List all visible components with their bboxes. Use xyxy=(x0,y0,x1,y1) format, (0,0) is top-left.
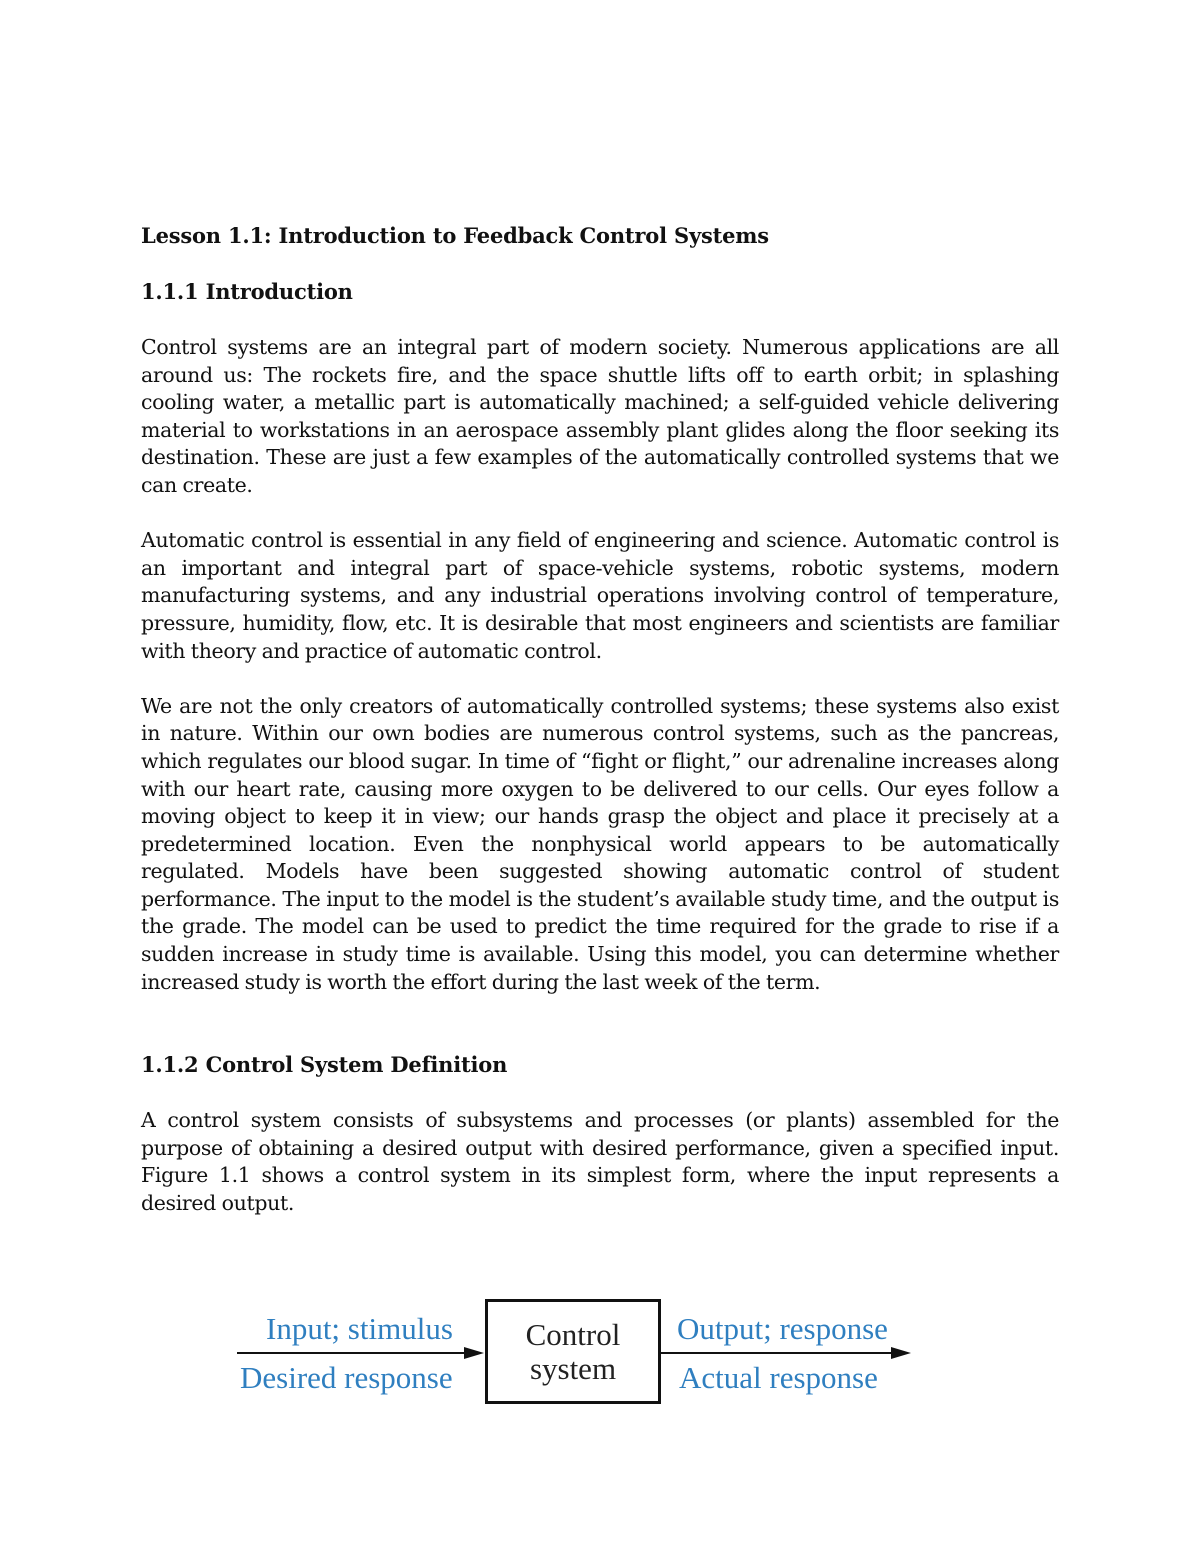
output-arrow-line xyxy=(661,1352,893,1354)
definition-paragraph-1: A control system consists of subsystems and processes (or plants) assembled for the purpose of obtaining a desired output with desired performance, given a specified input. Figure 1.1 shows a control system in its simplest form, where the input represents a desired output. xyxy=(141,1108,1059,1216)
section-heading-definition: 1.1.2 Control System Definition xyxy=(141,1052,508,1078)
control-system-block xyxy=(485,1299,661,1404)
figure-input-stimulus-label: Input; stimulus xyxy=(266,1311,453,1346)
intro-paragraph-1: Control systems are an integral part of modern society. Numerous applications are all around us: The rockets fire, and the space shuttle lifts off to earth orbit; in splashing cooling water, a metallic part is automatically machined; a self-guided vehicle delivering material to workstations in an aerospace assembly plant glides along the floor seeking its destination. These are just a few examples of the automatically controlled systems that we can create. xyxy=(141,335,1059,497)
input-arrow-line xyxy=(237,1352,465,1354)
output-arrow-head-icon xyxy=(891,1347,911,1359)
intro-paragraph-2: Automatic control is essential in any field of engineering and science. Automatic control is an important and integral part of space-vehicle systems, robotic systems, modern manufacturing systems, and any industrial operations involving control of temperature, pressure, humidity, flow, etc. It is desirable that most engineers and scientists are familiar with theory and practice of automatic control. xyxy=(141,528,1059,663)
figure-desired-response-label: Desired response xyxy=(240,1360,453,1395)
control-system-block-line2: system xyxy=(529,1350,617,1386)
intro-paragraph-3: We are not the only creators of automatically controlled systems; these systems also exist in nature. Within our own bodies are numerous control systems, such as the pancreas, which regulates our blood sugar. In time of “fight or flight,” our adrenaline increases along with our heart rate, causing more oxygen to be delivered to our cells. Our eyes follow a moving object to keep it in view; our hands grasp the object and place it precisely at a predetermined location. Even the nonphysical world appears to be automatically regulated. Models have been suggested showing automatic control of student performance. The input to the model is the student’s available study time, and the output is the grade. The model can be used to predict the time required for the grade to rise if a sudden increase in study time is available. Using this model, you can determine whether increased study is worth the effort during the last week of the term. xyxy=(141,693,1059,994)
figure-output-response-label: Output; response xyxy=(677,1311,888,1346)
control-system-block-line1: Control xyxy=(525,1316,621,1352)
figure-actual-response-label: Actual response xyxy=(679,1360,878,1395)
input-arrow-head-icon xyxy=(464,1347,484,1359)
lesson-title: Lesson 1.1: Introduction to Feedback Control Systems xyxy=(141,223,769,248)
document-body xyxy=(141,222,1059,1245)
section-heading-introduction: 1.1.1 Introduction xyxy=(141,279,353,304)
